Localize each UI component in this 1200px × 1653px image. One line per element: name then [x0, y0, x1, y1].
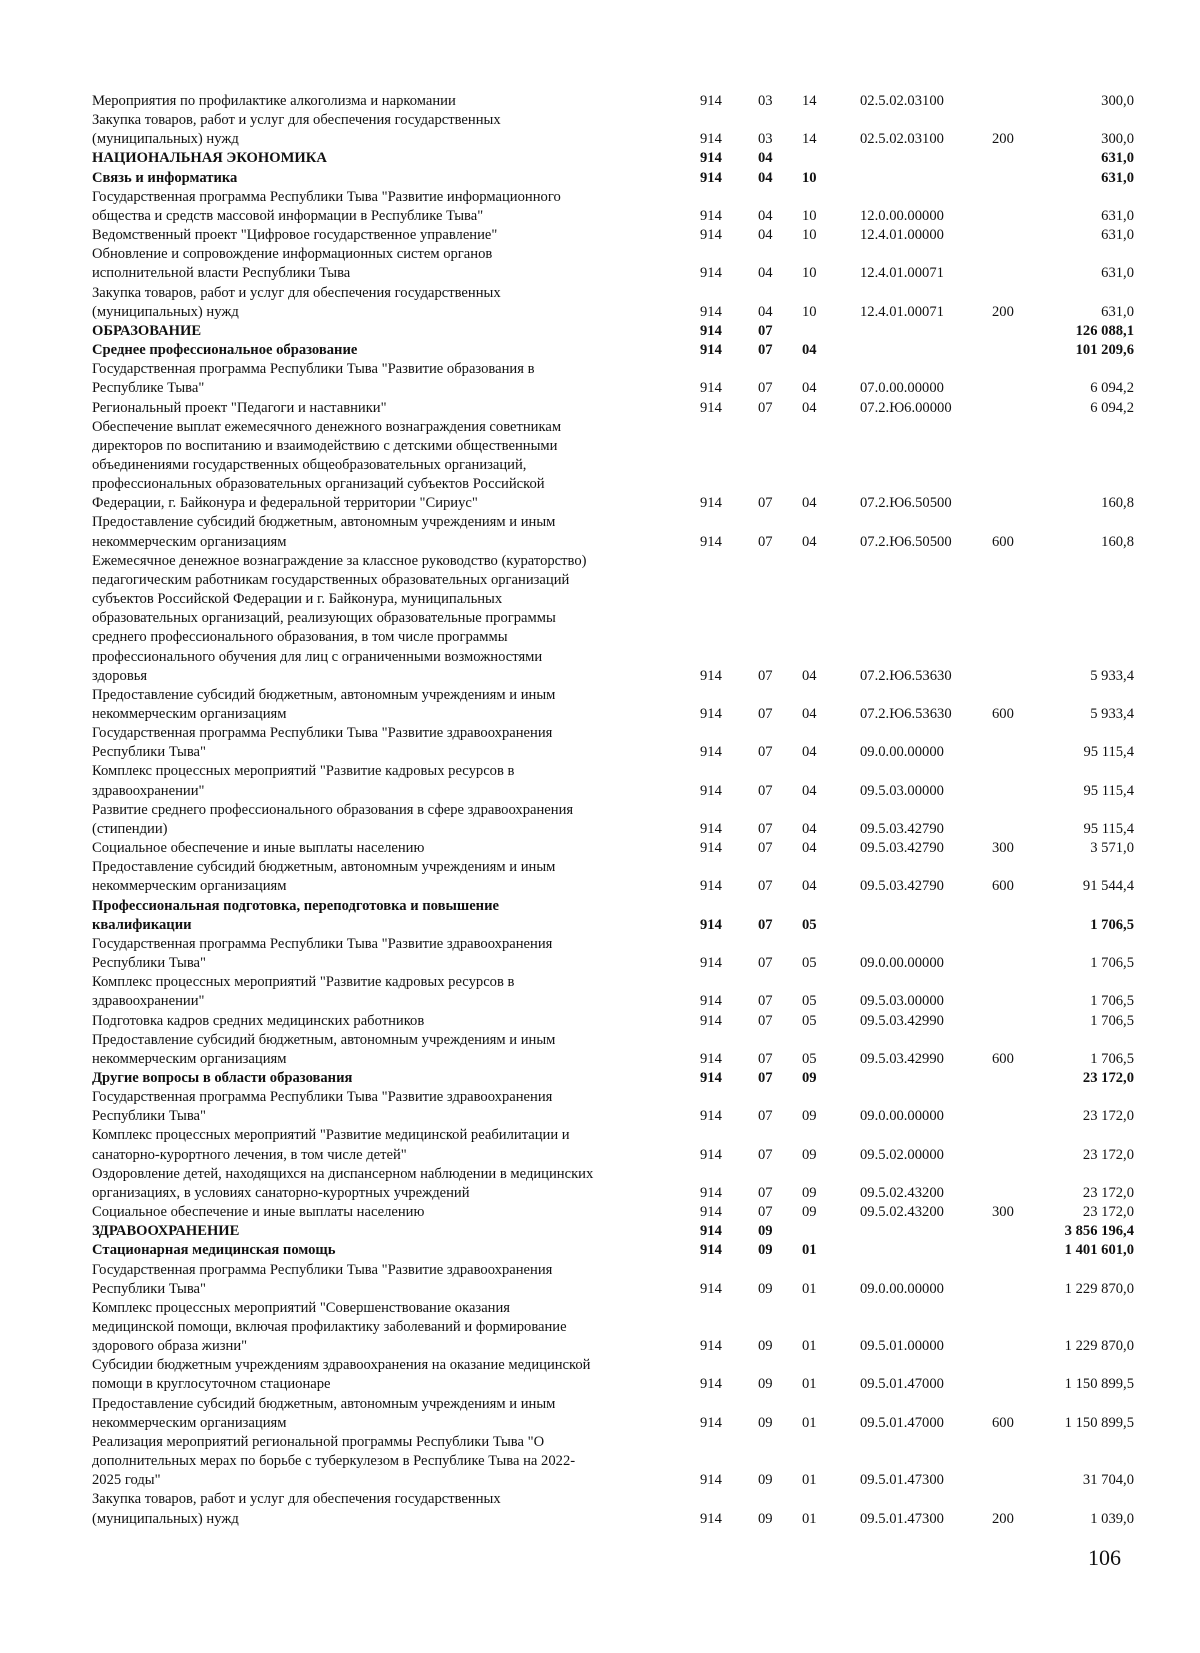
amount-cell: 1 401 601,0 — [1064, 1242, 1134, 1259]
amount-cell: 23 172,0 — [1082, 1184, 1134, 1201]
ministry-code-cell: 914 — [700, 131, 722, 148]
ministry-code-cell: 914 — [700, 93, 722, 109]
amount-cell: 126 088,1 — [1075, 322, 1134, 339]
ministry-code-cell: 914 — [700, 533, 722, 550]
section-code-cell: 07 — [758, 1184, 773, 1201]
section-code-cell: 07 — [758, 533, 773, 550]
ministry-code-cell: 914 — [700, 342, 722, 359]
row-name: Комплекс процессных мероприятий "Совершенствование оказания медицинской помощи, включая профилактику заболеваний и формирование здорового образа жизни" — [92, 1299, 567, 1355]
target-article-cell: 09.5.01.47000 — [860, 1376, 944, 1393]
expense-type-cell: 600 — [992, 1414, 1014, 1431]
target-article-cell: 09.5.02.43200 — [860, 1184, 944, 1201]
table-row — [0, 858, 1200, 896]
subsection-code-cell: 04 — [802, 706, 817, 722]
subsection-code-cell: 09 — [802, 1184, 817, 1201]
amount-cell: 5 933,4 — [1090, 667, 1134, 684]
row-name: Обновление и сопровождение информационных систем органов исполнительной власти Республики Тыва — [92, 246, 493, 282]
ministry-code-cell: 914 — [700, 1108, 722, 1125]
table-section-row — [0, 1222, 1200, 1241]
subsection-code-cell: 14 — [802, 93, 817, 109]
ministry-code-cell: 914 — [700, 1050, 722, 1067]
row-name: Предоставление субсидий бюджетным, автономным учреждениям и иным некоммерческим организациям — [92, 1031, 556, 1067]
section-code-cell: 07 — [758, 342, 773, 359]
section-code-cell: 04 — [758, 150, 773, 167]
subsection-code-cell: 05 — [802, 993, 817, 1010]
row-name: Государственная программа Республики Тыва "Развитие здравоохранения Республики Тыва" — [92, 1261, 553, 1297]
target-article-cell: 09.0.00.00000 — [860, 744, 944, 761]
section-code-cell: 04 — [758, 303, 773, 320]
table-row — [0, 1012, 1200, 1031]
table-section-row — [0, 1069, 1200, 1088]
target-article-cell: 09.5.02.43200 — [860, 1204, 944, 1221]
amount-cell: 23 172,0 — [1082, 1108, 1134, 1125]
table-row — [0, 1490, 1200, 1528]
row-name: Профессиональная подготовка, переподготовка и повышение квалификации — [92, 897, 499, 933]
target-article-cell: 07.2.Ю6.00000 — [860, 399, 952, 416]
row-name: Оздоровление детей, находящихся на диспансерном наблюдении в медицинских организациях, в условиях санаторно-курортных учреждений — [92, 1165, 594, 1201]
section-code-cell: 09 — [758, 1414, 773, 1431]
table-row — [0, 801, 1200, 839]
subsection-code-cell: 01 — [802, 1510, 817, 1527]
table-row — [0, 1203, 1200, 1222]
ministry-code-cell: 914 — [700, 303, 722, 320]
table-row — [0, 724, 1200, 762]
section-code-cell: 04 — [758, 207, 773, 224]
row-name: Реализация мероприятий региональной программы Республики Тыва "О дополнительных мерах по борьбе с туберкулезом в Республике Тыва на 2022- 2025 годы" — [92, 1433, 576, 1489]
target-article-cell: 12.4.01.00071 — [860, 265, 944, 282]
target-article-cell: 09.5.03.42990 — [860, 1050, 944, 1067]
subsection-code-cell: 09 — [802, 1069, 817, 1086]
table-section-row — [0, 322, 1200, 341]
row-name: Закупка товаров, работ и услуг для обеспечения государственных (муниципальных) нужд — [92, 284, 501, 320]
table-row — [0, 1299, 1200, 1356]
ministry-code-cell: 914 — [700, 1510, 722, 1527]
subsection-code-cell: 10 — [802, 265, 817, 282]
subsection-code-cell: 01 — [802, 1242, 817, 1259]
ministry-code-cell: 914 — [700, 380, 722, 397]
ministry-code-cell: 914 — [700, 1472, 722, 1489]
target-article-cell: 09.0.00.00000 — [860, 955, 944, 972]
subsection-code-cell: 04 — [802, 878, 817, 895]
amount-cell: 95 115,4 — [1083, 744, 1134, 761]
section-code-cell: 07 — [758, 322, 773, 339]
section-code-cell: 07 — [758, 1108, 773, 1125]
amount-cell: 1 229 870,0 — [1064, 1280, 1134, 1297]
section-code-cell: 09 — [758, 1242, 773, 1259]
section-code-cell: 07 — [758, 495, 773, 512]
amount-cell: 23 172,0 — [1082, 1146, 1134, 1163]
subsection-code-cell: 10 — [802, 303, 817, 320]
target-article-cell: 12.4.01.00071 — [860, 303, 944, 320]
target-article-cell: 07.2.Ю6.50500 — [860, 495, 952, 512]
table-row — [0, 762, 1200, 800]
row-name: ЗДРАВООХРАНЕНИЕ — [92, 1223, 240, 1240]
row-name: Государственная программа Республики Тыва "Развитие здравоохранения Республики Тыва" — [92, 725, 553, 761]
ministry-code-cell: 914 — [700, 207, 722, 224]
subsection-code-cell: 09 — [802, 1204, 817, 1221]
row-name: Среднее профессиональное образование — [92, 342, 358, 359]
row-name: Развитие среднего профессионального образования в сфере здравоохранения (стипендии) — [92, 801, 574, 837]
table-row — [0, 1433, 1200, 1490]
subsection-code-cell: 10 — [802, 227, 817, 244]
table-row — [0, 686, 1200, 724]
target-article-cell: 09.5.03.42790 — [860, 840, 944, 857]
table-row — [0, 839, 1200, 858]
section-code-cell: 07 — [758, 820, 773, 837]
section-code-cell: 07 — [758, 782, 773, 799]
subsection-code-cell: 04 — [802, 399, 817, 416]
subsection-code-cell: 10 — [802, 207, 817, 224]
subsection-code-cell: 01 — [802, 1280, 817, 1297]
ministry-code-cell: 914 — [700, 840, 722, 857]
ministry-code-cell: 914 — [700, 993, 722, 1010]
amount-cell: 91 544,4 — [1082, 878, 1134, 895]
table-row — [0, 418, 1200, 514]
subsection-code-cell: 14 — [802, 131, 817, 148]
section-code-cell: 07 — [758, 1050, 773, 1067]
table-row — [0, 226, 1200, 245]
ministry-code-cell: 914 — [700, 916, 722, 933]
table-row — [0, 1261, 1200, 1299]
target-article-cell: 09.5.01.47300 — [860, 1510, 944, 1527]
amount-cell: 3 571,0 — [1090, 840, 1134, 857]
subsection-code-cell: 04 — [802, 667, 817, 684]
subsection-code-cell: 04 — [802, 840, 817, 857]
amount-cell: 1 706,5 — [1090, 916, 1134, 933]
amount-cell: 1 150 899,5 — [1064, 1376, 1134, 1393]
ministry-code-cell: 914 — [700, 955, 722, 972]
expense-type-cell: 300 — [992, 1204, 1014, 1221]
section-code-cell: 09 — [758, 1338, 773, 1355]
amount-cell: 1 706,5 — [1090, 1050, 1134, 1067]
row-name: Социальное обеспечение и иные выплаты населению — [92, 1204, 425, 1221]
row-name: Предоставление субсидий бюджетным, автономным учреждениям и иным некоммерческим организациям — [92, 686, 556, 722]
section-code-cell: 07 — [758, 667, 773, 684]
subsection-code-cell: 01 — [802, 1338, 817, 1355]
target-article-cell: 09.5.01.47000 — [860, 1414, 944, 1431]
amount-cell: 6 094,2 — [1090, 380, 1134, 397]
ministry-code-cell: 914 — [700, 1012, 722, 1029]
ministry-code-cell: 914 — [700, 1376, 722, 1393]
section-code-cell: 07 — [758, 916, 773, 933]
target-article-cell: 07.2.Ю6.53630 — [860, 667, 952, 684]
amount-cell: 6 094,2 — [1090, 399, 1134, 416]
row-name: ОБРАЗОВАНИЕ — [92, 322, 202, 339]
amount-cell: 631,0 — [1101, 303, 1134, 320]
ministry-code-cell: 914 — [700, 706, 722, 722]
section-code-cell: 07 — [758, 840, 773, 857]
section-code-cell: 04 — [758, 227, 773, 244]
target-article-cell: 09.0.00.00000 — [860, 1108, 944, 1125]
target-article-cell: 07.2.Ю6.53630 — [860, 706, 952, 722]
table-row — [0, 399, 1200, 418]
ministry-code-cell: 914 — [700, 1414, 722, 1431]
section-code-cell: 07 — [758, 744, 773, 761]
section-code-cell: 09 — [758, 1280, 773, 1297]
table-row — [0, 188, 1200, 226]
target-article-cell: 09.0.00.00000 — [860, 1280, 944, 1297]
page-number: 106 — [1088, 1545, 1121, 1570]
amount-cell: 300,0 — [1101, 131, 1134, 148]
subsection-code-cell: 04 — [802, 744, 817, 761]
table-row — [0, 1356, 1200, 1394]
subsection-code-cell: 01 — [802, 1376, 817, 1393]
expense-type-cell: 200 — [992, 131, 1014, 148]
row-name: Региональный проект "Педагоги и наставники" — [92, 399, 387, 416]
expense-type-cell: 200 — [992, 303, 1014, 320]
section-code-cell: 07 — [758, 706, 773, 722]
target-article-cell: 02.5.02.03100 — [860, 131, 944, 148]
row-name: Предоставление субсидий бюджетным, автономным учреждениям и иным некоммерческим организациям — [92, 859, 556, 895]
section-code-cell: 03 — [758, 131, 773, 148]
target-article-cell: 07.0.00.00000 — [860, 380, 944, 397]
amount-cell: 23 172,0 — [1082, 1069, 1134, 1086]
table-row — [0, 1031, 1200, 1069]
row-name: Закупка товаров, работ и услуг для обеспечения государственных (муниципальных) нужд — [92, 112, 501, 148]
target-article-cell: 12.4.01.00000 — [860, 227, 944, 244]
section-code-cell: 07 — [758, 399, 773, 416]
row-name: Ведомственный проект "Цифровое государственное управление" — [92, 227, 498, 244]
amount-cell: 1 706,5 — [1090, 1012, 1134, 1029]
ministry-code-cell: 914 — [700, 744, 722, 761]
target-article-cell: 09.5.02.00000 — [860, 1146, 944, 1163]
target-article-cell: 09.5.01.47300 — [860, 1472, 944, 1489]
row-name: Комплекс процессных мероприятий "Развитие кадровых ресурсов в здравоохранении" — [92, 763, 515, 799]
section-code-cell: 07 — [758, 993, 773, 1010]
table-row — [0, 245, 1200, 283]
budget-table — [0, 92, 1200, 1529]
subsection-code-cell: 04 — [802, 380, 817, 397]
table-section-row — [0, 169, 1200, 188]
amount-cell: 1 706,5 — [1090, 993, 1134, 1010]
ministry-code-cell: 914 — [700, 150, 722, 167]
expense-type-cell: 200 — [992, 1510, 1014, 1527]
amount-cell: 1 039,0 — [1090, 1510, 1134, 1527]
expense-type-cell: 600 — [992, 878, 1014, 895]
table-section-row — [0, 149, 1200, 168]
table-row — [0, 360, 1200, 398]
row-name: Социальное обеспечение и иные выплаты населению — [92, 840, 425, 857]
row-name: Государственная программа Республики Тыва "Развитие здравоохранения Республики Тыва" — [92, 1089, 553, 1125]
expense-type-cell: 300 — [992, 840, 1014, 857]
section-code-cell: 03 — [758, 93, 773, 109]
target-article-cell: 09.5.03.00000 — [860, 782, 944, 799]
row-name: НАЦИОНАЛЬНАЯ ЭКОНОМИКА — [92, 150, 327, 167]
table-row — [0, 284, 1200, 322]
table-row — [0, 935, 1200, 973]
amount-cell: 1 706,5 — [1090, 955, 1134, 972]
row-name: Связь и информатика — [92, 169, 238, 186]
subsection-code-cell: 05 — [802, 955, 817, 972]
row-name: Закупка товаров, работ и услуг для обеспечения государственных (муниципальных) нужд — [92, 1491, 501, 1527]
ministry-code-cell: 914 — [700, 1204, 722, 1221]
subsection-code-cell: 05 — [802, 916, 817, 933]
section-code-cell: 04 — [758, 265, 773, 282]
section-code-cell: 07 — [758, 955, 773, 972]
ministry-code-cell: 914 — [700, 169, 722, 186]
row-name: Ежемесячное денежное вознаграждение за классное руководство (кураторство) педагогическим работникам государственных образовательных организаций субъектов Российской Федерации и г. Байконура, муниципальных образовательных организаций, реализующих образовательные программы среднего профессионального образования, в том числе программы профессионального обучения для лиц с ограниченными возможностями здоровья — [92, 552, 587, 684]
ministry-code-cell: 914 — [700, 1338, 722, 1355]
ministry-code-cell: 914 — [700, 1280, 722, 1297]
section-code-cell: 07 — [758, 1146, 773, 1163]
expense-type-cell: 600 — [992, 1050, 1014, 1067]
target-article-cell: 09.5.03.00000 — [860, 993, 944, 1010]
row-name: Обеспечение выплат ежемесячного денежного вознаграждения советникам директоров по воспитанию и взаимодействию с детскими общественными объединениями государственных общеобразовательных организаций, профессиональных образовательных организаций субъектов Российской Федерации, г. Байконура и федеральной территории "Сириус" — [92, 418, 562, 512]
row-name: Государственная программа Республики Тыва "Развитие образования в Республике Тыва" — [92, 361, 535, 397]
table-row — [0, 111, 1200, 149]
ministry-code-cell: 914 — [700, 227, 722, 244]
row-name: Предоставление субсидий бюджетным, автономным учреждениям и иным некоммерческим организациям — [92, 1395, 556, 1431]
subsection-code-cell: 04 — [802, 533, 817, 550]
amount-cell: 631,0 — [1101, 207, 1134, 224]
table-row — [0, 513, 1200, 551]
ministry-code-cell: 914 — [700, 399, 722, 416]
table-row — [0, 973, 1200, 1011]
subsection-code-cell: 01 — [802, 1472, 817, 1489]
target-article-cell: 09.5.01.00000 — [860, 1338, 944, 1355]
ministry-code-cell: 914 — [700, 667, 722, 684]
table-row — [0, 1165, 1200, 1203]
section-code-cell: 07 — [758, 1069, 773, 1086]
section-code-cell: 07 — [758, 1012, 773, 1029]
target-article-cell: 09.5.03.42790 — [860, 820, 944, 837]
subsection-code-cell: 04 — [802, 820, 817, 837]
row-name: Комплекс процессных мероприятий "Развитие медицинской реабилитации и санаторно-курортного лечения, в том числе детей" — [92, 1127, 570, 1163]
amount-cell: 101 209,6 — [1075, 342, 1134, 359]
amount-cell: 631,0 — [1101, 227, 1134, 244]
table-row — [0, 1088, 1200, 1126]
table-row — [0, 552, 1200, 686]
row-name: Предоставление субсидий бюджетным, автономным учреждениям и иным некоммерческим организациям — [92, 514, 556, 550]
target-article-cell: 07.2.Ю6.50500 — [860, 533, 952, 550]
amount-cell: 95 115,4 — [1083, 820, 1134, 837]
subsection-code-cell: 09 — [802, 1108, 817, 1125]
table-row — [0, 1395, 1200, 1433]
subsection-code-cell: 09 — [802, 1146, 817, 1163]
expense-type-cell: 600 — [992, 706, 1014, 722]
ministry-code-cell: 914 — [700, 495, 722, 512]
target-article-cell: 09.5.03.42790 — [860, 878, 944, 895]
section-code-cell: 09 — [758, 1472, 773, 1489]
subsection-code-cell: 10 — [802, 169, 817, 186]
ministry-code-cell: 914 — [700, 1146, 722, 1163]
ministry-code-cell: 914 — [700, 1242, 722, 1259]
section-code-cell: 07 — [758, 380, 773, 397]
section-code-cell: 09 — [758, 1510, 773, 1527]
table-section-row — [0, 897, 1200, 935]
amount-cell: 1 150 899,5 — [1064, 1414, 1134, 1431]
ministry-code-cell: 914 — [700, 820, 722, 837]
row-name: Другие вопросы в области образования — [92, 1069, 353, 1086]
subsection-code-cell: 05 — [802, 1050, 817, 1067]
table-section-row — [0, 341, 1200, 360]
ministry-code-cell: 914 — [700, 1069, 722, 1086]
amount-cell: 631,0 — [1101, 150, 1134, 167]
amount-cell: 23 172,0 — [1082, 1204, 1134, 1221]
subsection-code-cell: 04 — [802, 342, 817, 359]
row-name: Стационарная медицинская помощь — [92, 1242, 336, 1259]
target-article-cell: 09.5.03.42990 — [860, 1012, 944, 1029]
amount-cell: 300,0 — [1101, 93, 1134, 109]
ministry-code-cell: 914 — [700, 322, 722, 339]
amount-cell: 31 704,0 — [1082, 1472, 1134, 1489]
ministry-code-cell: 914 — [700, 1223, 722, 1240]
section-code-cell: 09 — [758, 1376, 773, 1393]
subsection-code-cell: 04 — [802, 495, 817, 512]
row-name: Государственная программа Республики Тыва "Развитие информационного общества и средств массовой информации в Республике Тыва" — [92, 188, 561, 224]
ministry-code-cell: 914 — [700, 1184, 722, 1201]
section-code-cell: 07 — [758, 1204, 773, 1221]
section-code-cell: 09 — [758, 1223, 773, 1240]
amount-cell: 160,8 — [1101, 533, 1134, 550]
row-name: Мероприятия по профилактике алкоголизма и наркомании — [92, 93, 456, 109]
amount-cell: 5 933,4 — [1090, 706, 1134, 722]
subsection-code-cell: 04 — [802, 782, 817, 799]
target-article-cell: 12.0.00.00000 — [860, 207, 944, 224]
section-code-cell: 07 — [758, 878, 773, 895]
subsection-code-cell: 01 — [802, 1414, 817, 1431]
row-name: Субсидии бюджетным учреждениям здравоохранения на оказание медицинской помощи в круглосуточном стационаре — [92, 1357, 591, 1393]
row-name: Комплекс процессных мероприятий "Развитие кадровых ресурсов в здравоохранении" — [92, 974, 515, 1010]
row-name: Государственная программа Республики Тыва "Развитие здравоохранения Республики Тыва" — [92, 935, 553, 972]
subsection-code-cell: 05 — [802, 1012, 817, 1029]
amount-cell: 3 856 196,4 — [1064, 1223, 1134, 1240]
expense-type-cell: 600 — [992, 533, 1014, 550]
amount-cell: 631,0 — [1101, 169, 1134, 186]
section-code-cell: 04 — [758, 169, 773, 186]
ministry-code-cell: 914 — [700, 782, 722, 799]
table-row — [0, 1126, 1200, 1164]
ministry-code-cell: 914 — [700, 265, 722, 282]
target-article-cell: 02.5.02.03100 — [860, 93, 944, 109]
amount-cell: 631,0 — [1101, 265, 1134, 282]
amount-cell: 1 229 870,0 — [1064, 1338, 1134, 1355]
amount-cell: 160,8 — [1101, 495, 1134, 512]
ministry-code-cell: 914 — [700, 878, 722, 895]
table-section-row — [0, 1241, 1200, 1260]
amount-cell: 95 115,4 — [1083, 782, 1134, 799]
table-row — [0, 92, 1200, 111]
row-name: Подготовка кадров средних медицинских работников — [92, 1012, 425, 1029]
